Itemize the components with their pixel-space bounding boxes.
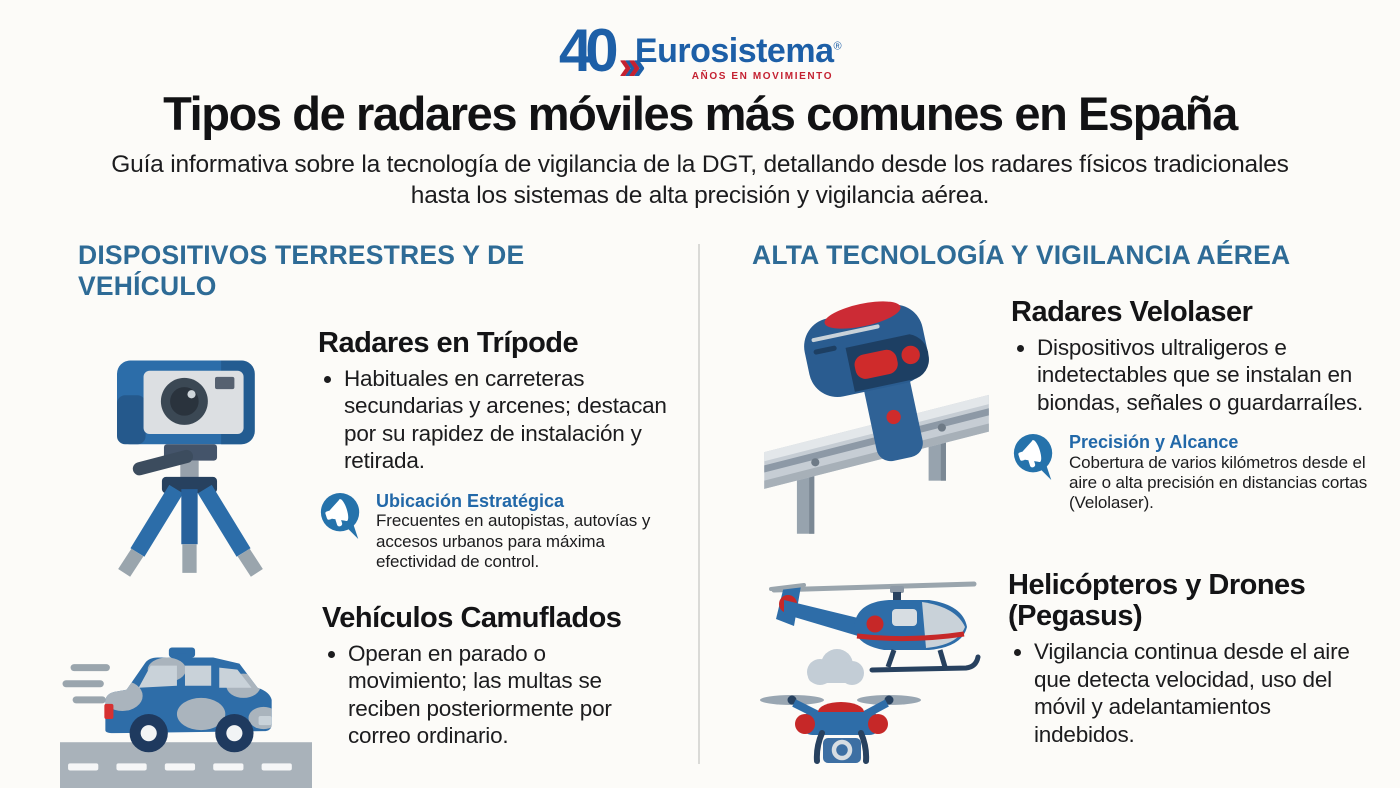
page-title: Tipos de radares móviles más comunes en España: [163, 87, 1237, 140]
section-radares-velolaser: [752, 297, 1368, 546]
logo-chevrons-icon: »: [618, 44, 641, 88]
callout-precision-alcance: [1011, 432, 1384, 513]
logo-brand-text: Eurosistema: [634, 32, 834, 70]
tripod-radar-illustration: [78, 334, 308, 579]
callout-ubicacion-estrategica: [318, 491, 684, 572]
section-text-block: [997, 297, 1368, 513]
right-column: [752, 240, 1368, 788]
logo-40-mark: [558, 17, 641, 88]
section-vehiculos-camuflados: [78, 603, 668, 788]
section-bullet-list: [318, 365, 668, 475]
page-subtitle: Guía informativa sobre la tecnología de vigilancia de la DGT, detallando desde los radares físicos tradicionales hasta los sistemas de alta precisión y vigilancia aérea.: [111, 151, 1289, 210]
section-bullet: • Dispositivos ultraligeros e indetectables que se instalan en biondas, señales o guardarraíles.: [1037, 334, 1368, 416]
logo-brand: [635, 34, 841, 68]
camouflaged-car-icon: [60, 629, 312, 788]
section-bullet: • Habituales en carreteras secundarias y arcenes; destacan por su rapidez de instalación y retirada.: [344, 365, 668, 475]
content-columns: [0, 240, 1400, 788]
section-bullet-list: [1011, 334, 1368, 416]
camouflaged-car-illustration: [60, 629, 312, 788]
tripod-radar-icon: [78, 334, 303, 579]
section-text-block: [308, 328, 668, 572]
callout-text-block: [376, 491, 684, 572]
section-text-block: [994, 570, 1368, 748]
callout-title: Ubicación Estratégica: [376, 490, 565, 511]
section-title: Vehículos Camuflados: [322, 601, 622, 634]
section-bullet-list: [1008, 638, 1368, 748]
logo-number: 40: [558, 17, 612, 84]
callout-text-block: [1069, 432, 1384, 513]
helicopter-drone-illustration: [744, 572, 994, 788]
section-title: Helicópteros y Drones (Pegasus): [1008, 568, 1306, 633]
helicopter-drone-icon: [744, 572, 994, 788]
logo-tagline: AÑOS EN MOVIMIENTO: [691, 71, 834, 82]
callout-text: Cobertura de varios kilómetros desde el aire o alta precisión en distancias cortas (Velolaser).: [1069, 453, 1368, 513]
section-bullet: • Vigilancia continua desde el aire que detecta velocidad, uso del móvil y adelantamientos indebidos.: [1034, 638, 1368, 748]
velolaser-icon: [752, 301, 997, 546]
megaphone-icon: [318, 491, 364, 541]
left-column: [78, 240, 668, 788]
callout-text: Frecuentes en autopistas, autovías y accesos urbanos para máxima efectividad de control.: [376, 511, 651, 571]
section-title: Radares Velolaser: [1011, 295, 1253, 328]
section-radares-tripode: [78, 328, 668, 579]
section-text-block: [312, 603, 668, 750]
section-helicopteros-drones: [752, 570, 1368, 788]
velolaser-illustration: [752, 301, 997, 546]
section-bullet: • Operan en parado o movimiento; las multas se reciben posteriormente por correo ordinario.: [348, 640, 668, 750]
eurosistema-logo: [0, 0, 1400, 88]
right-column-header: ALTA TECNOLOGÍA Y VIGILANCIA AÉREA: [752, 239, 1291, 270]
section-title: Radares en Trípode: [318, 326, 579, 359]
megaphone-icon: [1011, 432, 1057, 482]
section-bullet-list: [322, 640, 668, 750]
registered-mark: ®: [833, 40, 842, 53]
callout-title: Precisión y Alcance: [1069, 432, 1239, 453]
left-column-header: DISPOSITIVOS TERRESTRES Y DE VEHÍCULO: [78, 239, 525, 301]
column-divider: [698, 244, 700, 764]
logo-wordmark: [635, 34, 841, 84]
